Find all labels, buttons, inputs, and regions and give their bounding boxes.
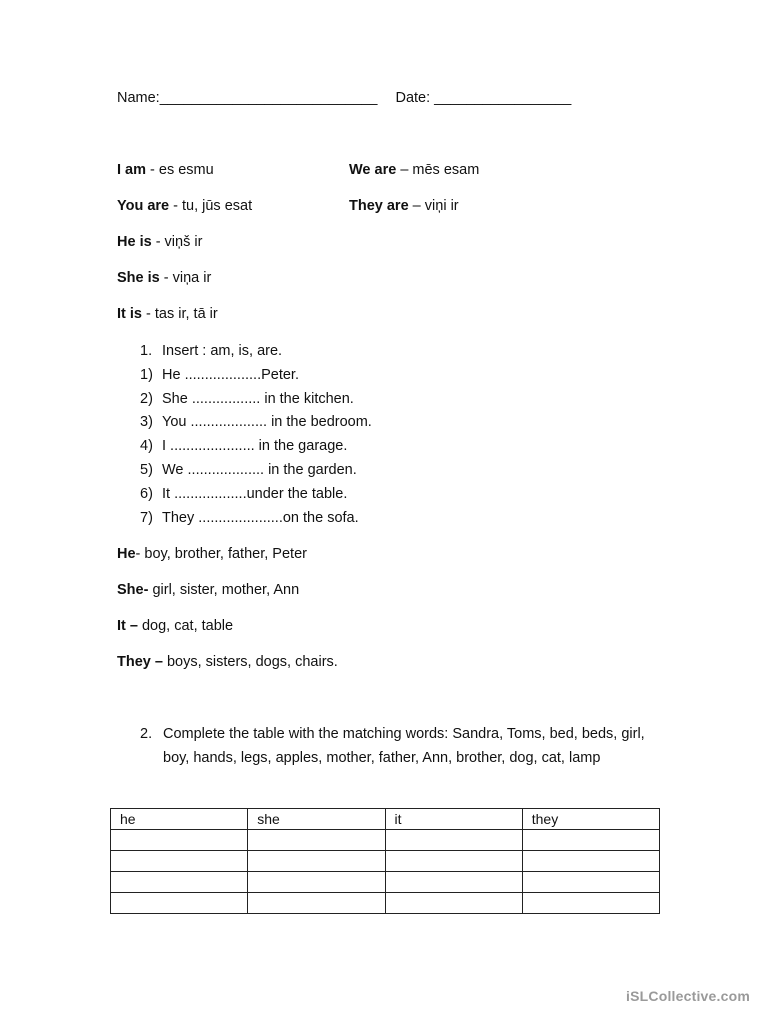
table-cell[interactable] (385, 830, 522, 851)
pronoun-she-is: She is - viņa ir (117, 270, 212, 286)
pronoun-they-are: They are – viņi ir (349, 198, 459, 214)
table-row (111, 851, 660, 872)
exercise-item: 3) You ................... in the bedroom. (140, 414, 372, 430)
exercise-item: 4) I ..................... in the garage. (140, 438, 348, 454)
exercise-2-number: 2. (140, 726, 153, 742)
column-header-he: he (111, 809, 248, 830)
table-cell[interactable] (111, 830, 248, 851)
pronoun-we-are: We are – mēs esam (349, 162, 480, 178)
exercise-item: 2) She ................. in the kitchen. (140, 391, 354, 407)
table-cell[interactable] (248, 851, 385, 872)
table-cell[interactable] (522, 851, 659, 872)
column-header-they: they (522, 809, 659, 830)
header-row (117, 90, 571, 106)
word-group-he: He- boy, brother, father, Peter (117, 546, 307, 562)
word-group-they: They – boys, sisters, dogs, chairs. (117, 654, 338, 670)
exercise-item: 1) He ...................Peter. (140, 367, 299, 383)
table-cell[interactable] (111, 872, 248, 893)
pronoun-he-is: He is - viņš ir (117, 234, 203, 250)
table-cell[interactable] (111, 851, 248, 872)
column-header-she: she (248, 809, 385, 830)
name-field: Name:___________________________ (117, 90, 378, 106)
exercise-2 (140, 722, 650, 770)
exercise-1-title: 1. Insert : am, is, are. (140, 343, 283, 359)
exercise-item: 5) We ................... in the garden. (140, 462, 357, 478)
date-field: Date: _________________ (395, 90, 572, 106)
table-cell[interactable] (248, 872, 385, 893)
table-cell[interactable] (522, 893, 659, 914)
column-header-it: it (385, 809, 522, 830)
pronoun-you-are: You are - tu, jūs esat (117, 198, 253, 214)
table-cell[interactable] (248, 830, 385, 851)
table-header-row (111, 809, 660, 830)
table-row (111, 872, 660, 893)
watermark: iSLCollective.com (626, 988, 750, 1004)
pronoun-i-am: I am - es esmu (117, 162, 214, 178)
table-cell[interactable] (522, 872, 659, 893)
table-cell[interactable] (385, 851, 522, 872)
table-cell[interactable] (522, 830, 659, 851)
table-cell[interactable] (385, 893, 522, 914)
table-cell[interactable] (248, 893, 385, 914)
exercise-item: 6) It ..................under the table. (140, 486, 348, 502)
exercise-item: 7) They .....................on the sofa. (140, 510, 359, 526)
table-cell[interactable] (111, 893, 248, 914)
table-row (111, 830, 660, 851)
word-group-it: It – dog, cat, table (117, 618, 234, 634)
exercise-2-instructions: Complete the table with the matching words: Sandra, Toms, bed, beds, girl, boy, hands, legs, apples, mother, father, Ann, brother, dog, cat, lamp (163, 726, 645, 766)
table-cell[interactable] (385, 872, 522, 893)
pronoun-it-is: It is - tas ir, tā ir (117, 306, 218, 322)
table-row (111, 893, 660, 914)
answer-table (110, 808, 660, 914)
word-group-she: She- girl, sister, mother, Ann (117, 582, 300, 598)
